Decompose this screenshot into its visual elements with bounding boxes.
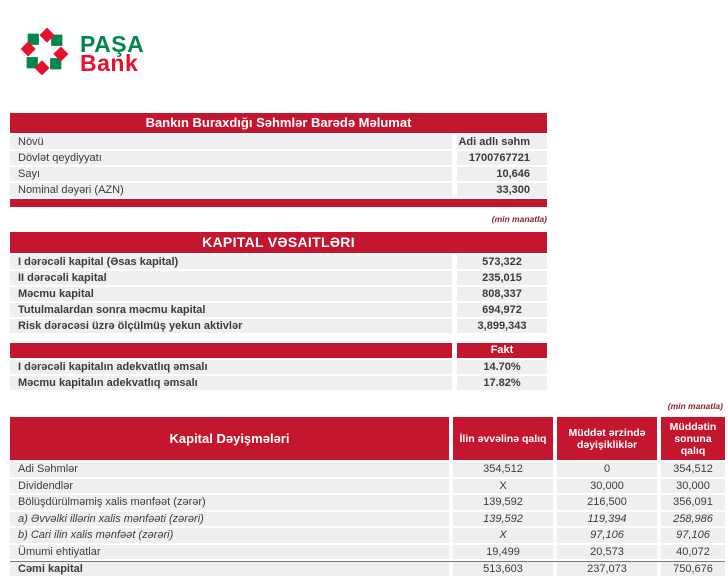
row-label: II dərəcəli kapital [10,271,452,285]
row-label: Məcmu kapitalın adekvatlıq əmsalı [10,376,452,390]
begin-balance-value: X [453,528,553,543]
begin-balance-value: 354,512 [453,462,553,477]
row-label: Tutulmalardan sonra məcmu kapital [10,303,452,317]
capital-resources-table-title: KAPITAL VƏSAITLƏRI [10,232,547,253]
table-row [10,151,547,165]
adequacy-header-empty-cell [10,343,452,358]
table-row-total [10,561,725,576]
row-label: Dividendlər [10,479,449,494]
begin-balance-value: 19,499 [453,545,553,560]
table-bottom-bar [10,199,547,207]
table-row [10,495,725,510]
begin-balance-value: 139,592 [453,512,553,527]
logo-text-bank: Bank [80,50,139,76]
logo-text-pasha: PAŞA [80,31,145,57]
period-change-value: 0 [557,462,657,477]
row-label: Sayı [10,167,452,181]
period-change-value: 30,000 [557,479,657,494]
column-header-begin-balance: İlin əvvəlinə qalıq [453,417,553,460]
table-row [10,255,547,269]
adequacy-ratios-table [10,343,547,390]
row-value: 33,300 [457,183,547,197]
adequacy-header-fakt-cell: Fakt [457,343,547,358]
row-value: 1700767721 [457,151,547,165]
row-label: I dərəcəli kapital (Əsas kapital) [10,255,452,269]
capital-changes-table [10,417,725,576]
row-value: 235,015 [457,271,547,285]
period-change-value: 97,106 [557,528,657,543]
table-row [10,528,725,543]
end-balance-value: 750,676 [661,561,725,576]
issued-shares-table [10,113,547,207]
period-change-value: 216,500 [557,495,657,510]
table-row [10,479,725,494]
column-header-end-balance: Müddətin sonuna qalıq [661,417,725,460]
row-label: Bölüşdürülməmiş xalis mənfəət (zərər) [10,495,449,510]
table-row [10,360,547,374]
end-balance-value: 30,000 [661,479,725,494]
row-label: Nominal dəyəri (AZN) [10,183,452,197]
row-label: I dərəcəli kapitalın adekvatlıq əmsalı [10,360,452,374]
begin-balance-value: 139,592 [453,495,553,510]
row-value: 694,972 [457,303,547,317]
end-balance-value: 356,091 [661,495,725,510]
row-value: Adi adlı səhm [457,135,547,149]
pasha-bank-emblem-icon [18,26,71,82]
row-label: Dövlət qeydiyyatı [10,151,452,165]
row-value: 14.70% [457,360,547,374]
row-label: Adi Səhmlər [10,462,449,477]
table-row [10,319,547,333]
row-label: Növü [10,135,452,149]
period-change-value: 237,073 [557,561,657,576]
end-balance-value: 354,512 [661,462,725,477]
logo-wordmark [80,31,145,76]
pasha-bank-logo [18,26,144,82]
capital-changes-header-row [10,417,725,460]
end-balance-value: 258,986 [661,512,725,527]
capital-changes-title: Kapital Dəyişmələri [10,417,449,460]
row-label: a) Əvvəlki illərin xalis mənfəəti (zərəri) [10,512,449,527]
table-row [10,376,547,390]
units-note: (min manatla) [491,214,547,224]
units-note: (min manatla) [667,401,723,411]
end-balance-value: 40,072 [661,545,725,560]
row-label: b) Cari ilin xalis mənfəət (zərəri) [10,528,449,543]
row-label: Ümumi ehtiyatlar [10,545,449,560]
row-value: 573,322 [457,255,547,269]
row-value: 3,899,343 [457,319,547,333]
table-row [10,135,547,149]
row-label: Məcmu kapital [10,287,452,301]
table-row [10,303,547,317]
row-value: 10,646 [457,167,547,181]
begin-balance-value: X [453,479,553,494]
table-row [10,183,547,197]
row-label: Risk dərəcəsi üzrə ölçülmüş yekun aktivlər [10,319,452,333]
table-row [10,512,725,527]
period-change-value: 20,573 [557,545,657,560]
table-row [10,167,547,181]
table-row [10,545,725,560]
adequacy-header-row [10,343,547,358]
begin-balance-value: 513,603 [453,561,553,576]
table-row [10,271,547,285]
period-change-value: 119,394 [557,512,657,527]
end-balance-value: 97,106 [661,528,725,543]
capital-resources-table [10,232,547,333]
row-value: 808,337 [457,287,547,301]
table-row [10,462,725,477]
column-header-period-changes: Müddət ərzində dəyişikliklər [557,417,657,460]
row-label: Cəmi kapital [10,561,449,576]
issued-shares-table-title: Bankın Buraxdığı Səhmlər Barədə Məlumat [10,113,547,133]
row-value: 17.82% [457,376,547,390]
table-row [10,287,547,301]
